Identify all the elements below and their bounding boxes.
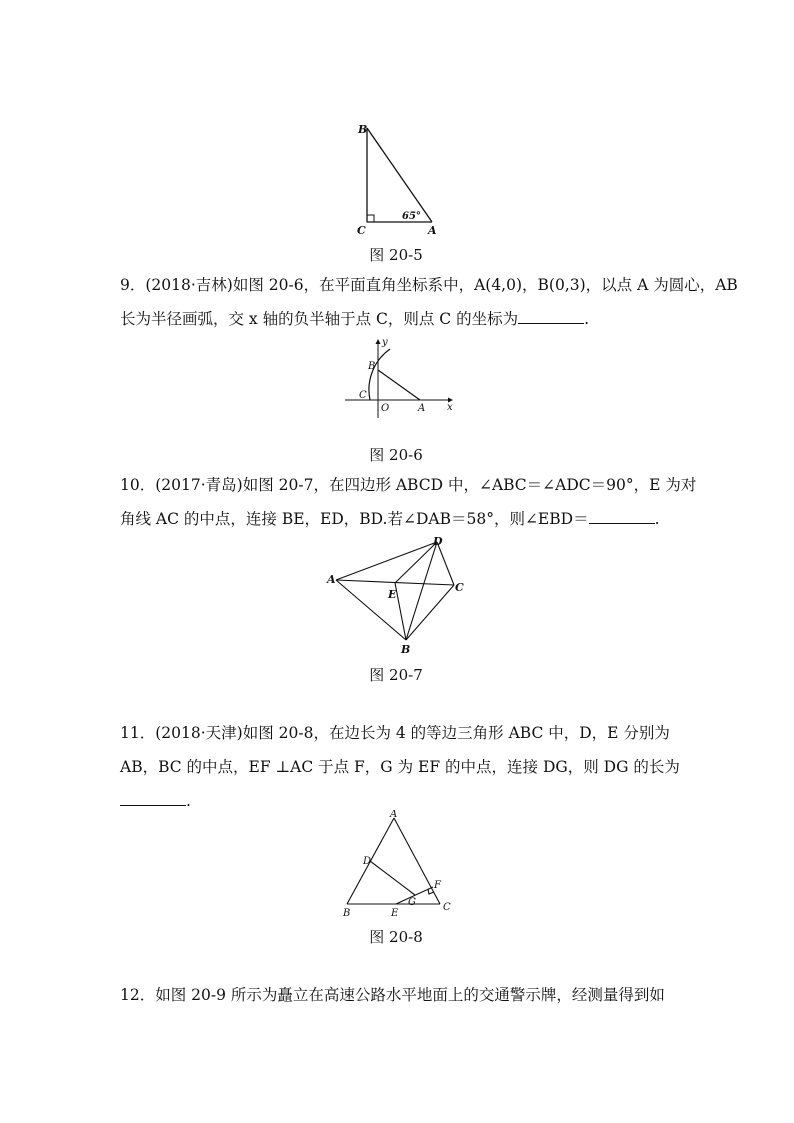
figure-caption: 图 20-5 [369,246,423,264]
label-a: A [327,573,336,586]
problem-text-line: 11．(2018·天津)如图 20-8，在边长为 4 的等边三角形 ABC 中，D，E 分别为 [120,724,670,742]
label-c: C [357,224,366,237]
figure-caption: 图 20-6 [369,446,423,464]
answer-blank[interactable] [518,309,584,324]
figure-20-5 [350,118,450,242]
problem-11 [120,716,680,818]
problem-10 [120,468,697,536]
figure-20-8 [336,810,460,920]
figure-20-7 [324,532,474,656]
axis-label-x: x [447,402,453,413]
label-d: D [363,856,372,867]
label-a: A [428,224,437,237]
label-a: A [390,810,398,820]
label-e: E [388,588,397,601]
period: . [186,792,191,810]
answer-blank[interactable] [589,509,655,524]
period: . [584,310,590,328]
label-c: C [359,390,367,401]
label-e: E [391,908,399,919]
problem-12 [120,978,680,1012]
axis-label-y: y [382,337,388,348]
problem-text-line [120,502,680,536]
answer-blank[interactable] [120,791,186,806]
label-a: A [418,403,426,414]
label-f: F [434,880,441,891]
label-b: B [368,361,376,372]
problem-9 [120,268,738,336]
label-o: O [381,403,390,414]
label-d: D [433,535,443,548]
period: . [654,510,660,528]
label-b: B [401,643,411,656]
label-b: B [343,908,351,919]
problem-text-line: 10．(2017·青岛)如图 20-7，在四边形 ABCD 中，∠ABC＝∠ADC＝90°，E 为对 [120,476,697,494]
problem-text-line: 12．如图 20-9 所示为矗立在高速公路水平地面上的交通警示牌，经测量得到如 [120,986,665,1004]
label-g: G [408,897,416,908]
problem-text-line: 9．(2018·吉林)如图 20-6，在平面直角坐标系中，A(4,0)，B(0,3)，以点 A 为圆心，AB [120,276,738,294]
problem-text-line [120,302,680,336]
angle-label: 65° [402,211,421,222]
label-c: C [443,902,451,913]
label-c: C [455,581,464,594]
problem-text: 长为半径画弧，交 x 轴的负半轴于点 C，则点 C 的坐标为 [120,310,519,328]
figure-caption: 图 20-7 [369,666,423,684]
label-b: B [358,123,368,136]
figure-20-6 [340,336,460,420]
figure-caption: 图 20-8 [369,928,423,946]
problem-text-line: AB，BC 的中点，EF ⊥AC 于点 F，G 为 EF 的中点，连接 DG，则 DG 的长为 [120,758,680,776]
problem-text: 角线 AC 的中点，连接 BE，ED，BD.若∠DAB＝58°，则∠EBD＝ [120,510,589,528]
